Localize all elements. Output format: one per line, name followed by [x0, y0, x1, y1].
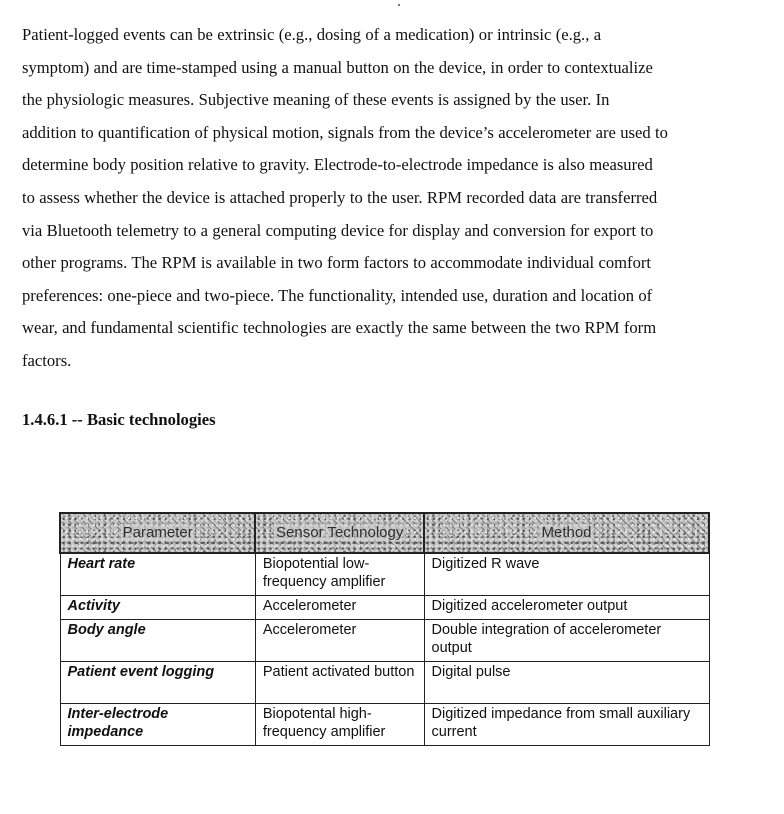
table-row [60, 704, 709, 746]
cell-sensor: Patient activated button [255, 662, 424, 704]
paragraph-line: addition to quantification of physical motion, signals from the device’s accelerometer are used to [22, 122, 668, 142]
cell-parameter: Patient event logging [60, 662, 255, 704]
cell-sensor: Accelerometer [255, 596, 424, 620]
header-method-label: Method [541, 524, 592, 542]
cell-parameter: Inter-electrode impedance [60, 704, 255, 746]
cell-parameter: Heart rate [60, 553, 255, 596]
paragraph-line: wear, and fundamental scientific technologies are exactly the same between the two RPM form [22, 318, 657, 338]
paragraph-line: symptom) and are time-stamped using a manual button on the device, in order to contextualize [22, 57, 653, 77]
paragraph-line: the physiologic measures. Subjective meaning of these events is assigned by the user. In [22, 90, 610, 110]
body-paragraph [22, 19, 757, 378]
header-sensor-technology-label: Sensor Technology [276, 524, 404, 542]
cell-sensor: Biopotental high-frequency amplifier [255, 704, 424, 746]
cell-method: Digitized impedance from small auxiliary current [424, 704, 709, 746]
table-row [60, 620, 709, 662]
paragraph-line: Patient-logged events can be extrinsic (e.g., dosing of a medication) or intrinsic (e.g., a [22, 25, 602, 44]
header-parameter-label: Parameter [122, 524, 193, 542]
paragraph-line: via Bluetooth telemetry to a general computing device for display and conversion for export to [22, 220, 654, 240]
paragraph-line: to assess whether the device is attached properly to the user. RPM recorded data are transferred [22, 187, 658, 207]
table-row [60, 662, 709, 704]
cell-sensor: Accelerometer [255, 620, 424, 662]
table-row [60, 553, 709, 596]
basic-technologies-table [59, 512, 710, 746]
cell-method: Digitized R wave [424, 553, 709, 596]
header-parameter [60, 513, 255, 553]
cell-method: Double integration of accelerometer output [424, 620, 709, 662]
paragraph-line: other programs. The RPM is available in two form factors to accommodate individual comfort [22, 253, 652, 273]
header-method [424, 513, 709, 553]
cell-method: Digital pulse [424, 662, 709, 704]
cell-sensor: Biopotential low-frequency amplifier [255, 553, 424, 596]
scan-artifact-dot [398, 4, 400, 6]
table-header-row [60, 513, 709, 553]
paragraph-line: preferences: one-piece and two-piece. The functionality, intended use, duration and location of [22, 285, 653, 305]
paragraph-line: factors. [22, 350, 72, 370]
cell-method: Digitized accelerometer output [424, 596, 709, 620]
cell-parameter: Body angle [60, 620, 255, 662]
paragraph-line: determine body position relative to gravity. Electrode-to-electrode impedance is also measured [22, 155, 653, 175]
table-row [60, 596, 709, 620]
section-heading: 1.4.6.1 -- Basic technologies [22, 410, 216, 429]
header-sensor-technology [255, 513, 424, 553]
cell-parameter: Activity [60, 596, 255, 620]
